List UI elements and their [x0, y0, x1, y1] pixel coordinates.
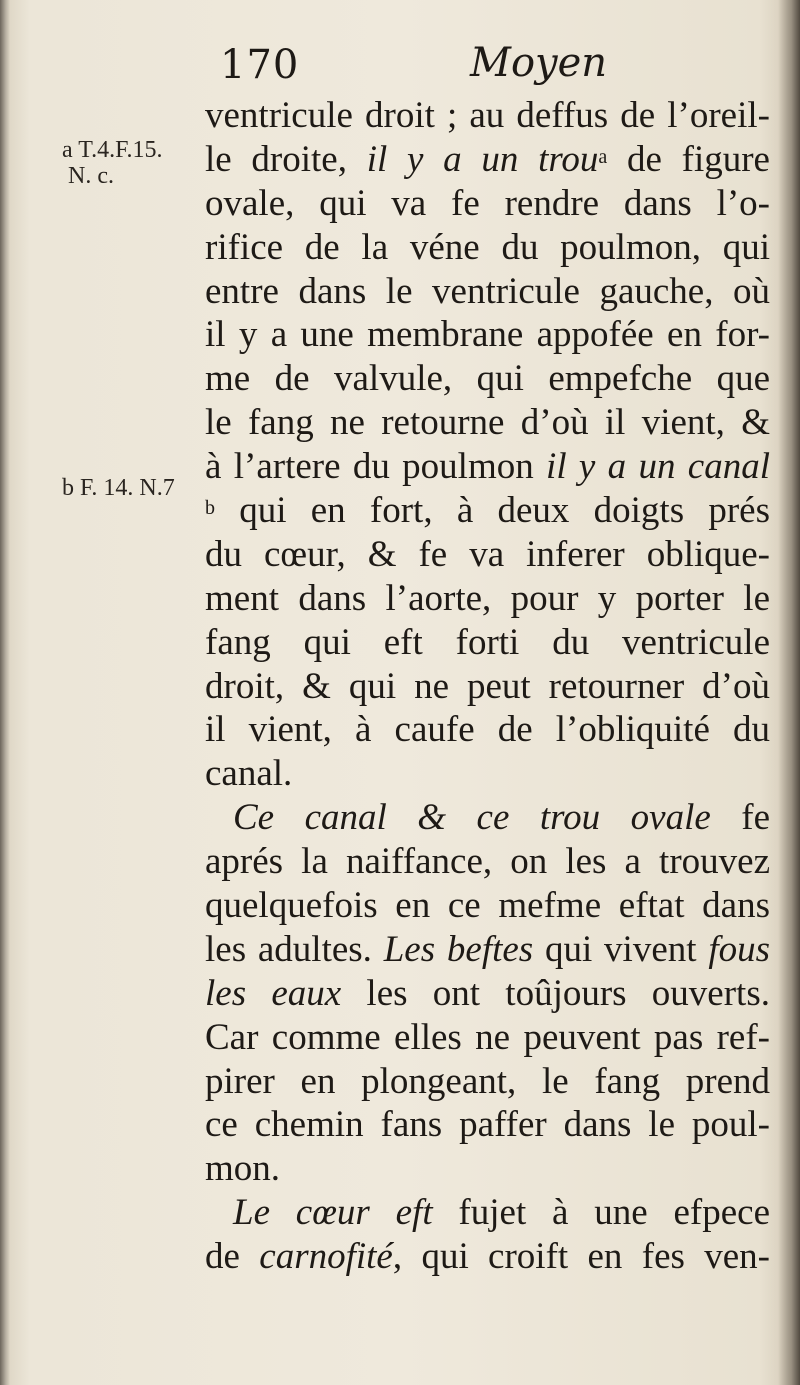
margin-note-a	[62, 137, 163, 189]
margin-note-a-line1: a T.4.F.15.	[62, 137, 163, 163]
footnote-marker: a	[598, 145, 608, 168]
text-line	[205, 1147, 770, 1191]
text-segment: droit, & qui ne peut retourner d’où	[205, 665, 770, 707]
text-segment: il y a un trou	[366, 138, 599, 180]
text-segment: aprés la naiffance, on les a trouvez	[205, 841, 770, 883]
margin-note-a-line2: N. c.	[68, 163, 114, 189]
text-segment: me de valvule, qui empefche que	[205, 358, 770, 400]
text-segment: les adultes.	[205, 928, 384, 970]
page-right-edge	[778, 0, 800, 1385]
text-line	[205, 1103, 770, 1147]
text-line	[205, 270, 770, 314]
text-line	[205, 313, 770, 357]
text-line	[205, 752, 770, 796]
text-line	[205, 708, 770, 752]
text-segment: ment dans l’aorte, pour y porter le	[205, 577, 770, 619]
text-line	[205, 884, 770, 928]
running-title: Moyen	[470, 40, 608, 86]
text-line	[205, 928, 770, 972]
text-segment: carnofité	[259, 1236, 393, 1278]
text-line	[205, 1191, 770, 1235]
text-line	[205, 972, 770, 1016]
text-segment: de figure	[607, 138, 770, 180]
text-segment: entre dans le ventricule gauche, où	[205, 270, 770, 312]
text-segment: Car comme elles ne peuvent pas ref-	[205, 1016, 770, 1058]
text-segment: qui vivent	[533, 928, 709, 970]
text-segment: qui en fort, à deux doigts prés	[215, 490, 770, 532]
footnote-marker: b	[205, 497, 215, 520]
text-line	[205, 445, 770, 489]
text-segment: du cœur, & fe va inferer oblique-	[205, 533, 770, 575]
text-segment: fang qui eft forti du ventricule	[205, 621, 770, 663]
text-line	[205, 182, 770, 226]
text-line	[205, 796, 770, 840]
text-segment: fous	[708, 928, 770, 970]
text-line	[205, 1016, 770, 1060]
text-segment: ce chemin fans paffer dans le poul-	[205, 1104, 770, 1146]
text-segment: les eaux	[205, 972, 342, 1014]
text-segment: ventricule droit ; au deffus de l’oreil-	[205, 95, 770, 136]
text-line	[205, 357, 770, 401]
text-segment: le droite,	[205, 138, 367, 180]
text-line	[205, 226, 770, 270]
text-segment: fe	[741, 797, 770, 839]
text-segment: il y a un canal	[546, 446, 770, 488]
page-header	[220, 38, 780, 88]
text-segment: pirer en plongeant, le fang prend	[205, 1060, 770, 1102]
body-text	[205, 94, 770, 1279]
text-segment: quelquefois en ce mefme eftat dans	[205, 885, 770, 927]
text-segment: , qui croift en fes ven-	[392, 1236, 770, 1278]
text-line	[205, 1235, 770, 1279]
margin-note-b: b F. 14. N.7	[62, 475, 175, 501]
text-segment: fujet à une efpece	[432, 1192, 770, 1234]
text-line	[205, 489, 770, 533]
text-segment: mon.	[205, 1148, 281, 1190]
text-segment: ovale, qui va fe rendre dans l’o-	[205, 182, 770, 224]
text-line	[205, 401, 770, 445]
text-line	[205, 665, 770, 709]
text-segment: il vient, à caufe de l’obliquité du	[205, 709, 770, 751]
text-line	[205, 533, 770, 577]
text-segment: Le cœur eft	[233, 1192, 433, 1234]
text-line	[205, 577, 770, 621]
text-line	[205, 840, 770, 884]
text-segment: le fang ne retourne d’où il vient, &	[205, 402, 770, 444]
text-segment: canal.	[205, 753, 293, 795]
text-segment: il y a une membrane appofée en for-	[205, 314, 770, 356]
page-number: 170	[220, 42, 300, 88]
page-left-edge	[0, 0, 10, 1385]
text-segment: Ce canal & ce trou ovale	[233, 797, 711, 839]
text-segment: Les beftes	[383, 928, 534, 970]
text-segment: les ont toûjours ouverts.	[341, 972, 770, 1014]
text-line	[205, 1060, 770, 1104]
text-segment: à l’artere du poulmon	[205, 446, 547, 488]
text-line	[205, 94, 770, 138]
text-segment: rifice de la véne du poulmon, qui	[205, 226, 770, 268]
text-segment: de	[205, 1236, 260, 1278]
text-line	[205, 621, 770, 665]
text-line	[205, 138, 770, 182]
